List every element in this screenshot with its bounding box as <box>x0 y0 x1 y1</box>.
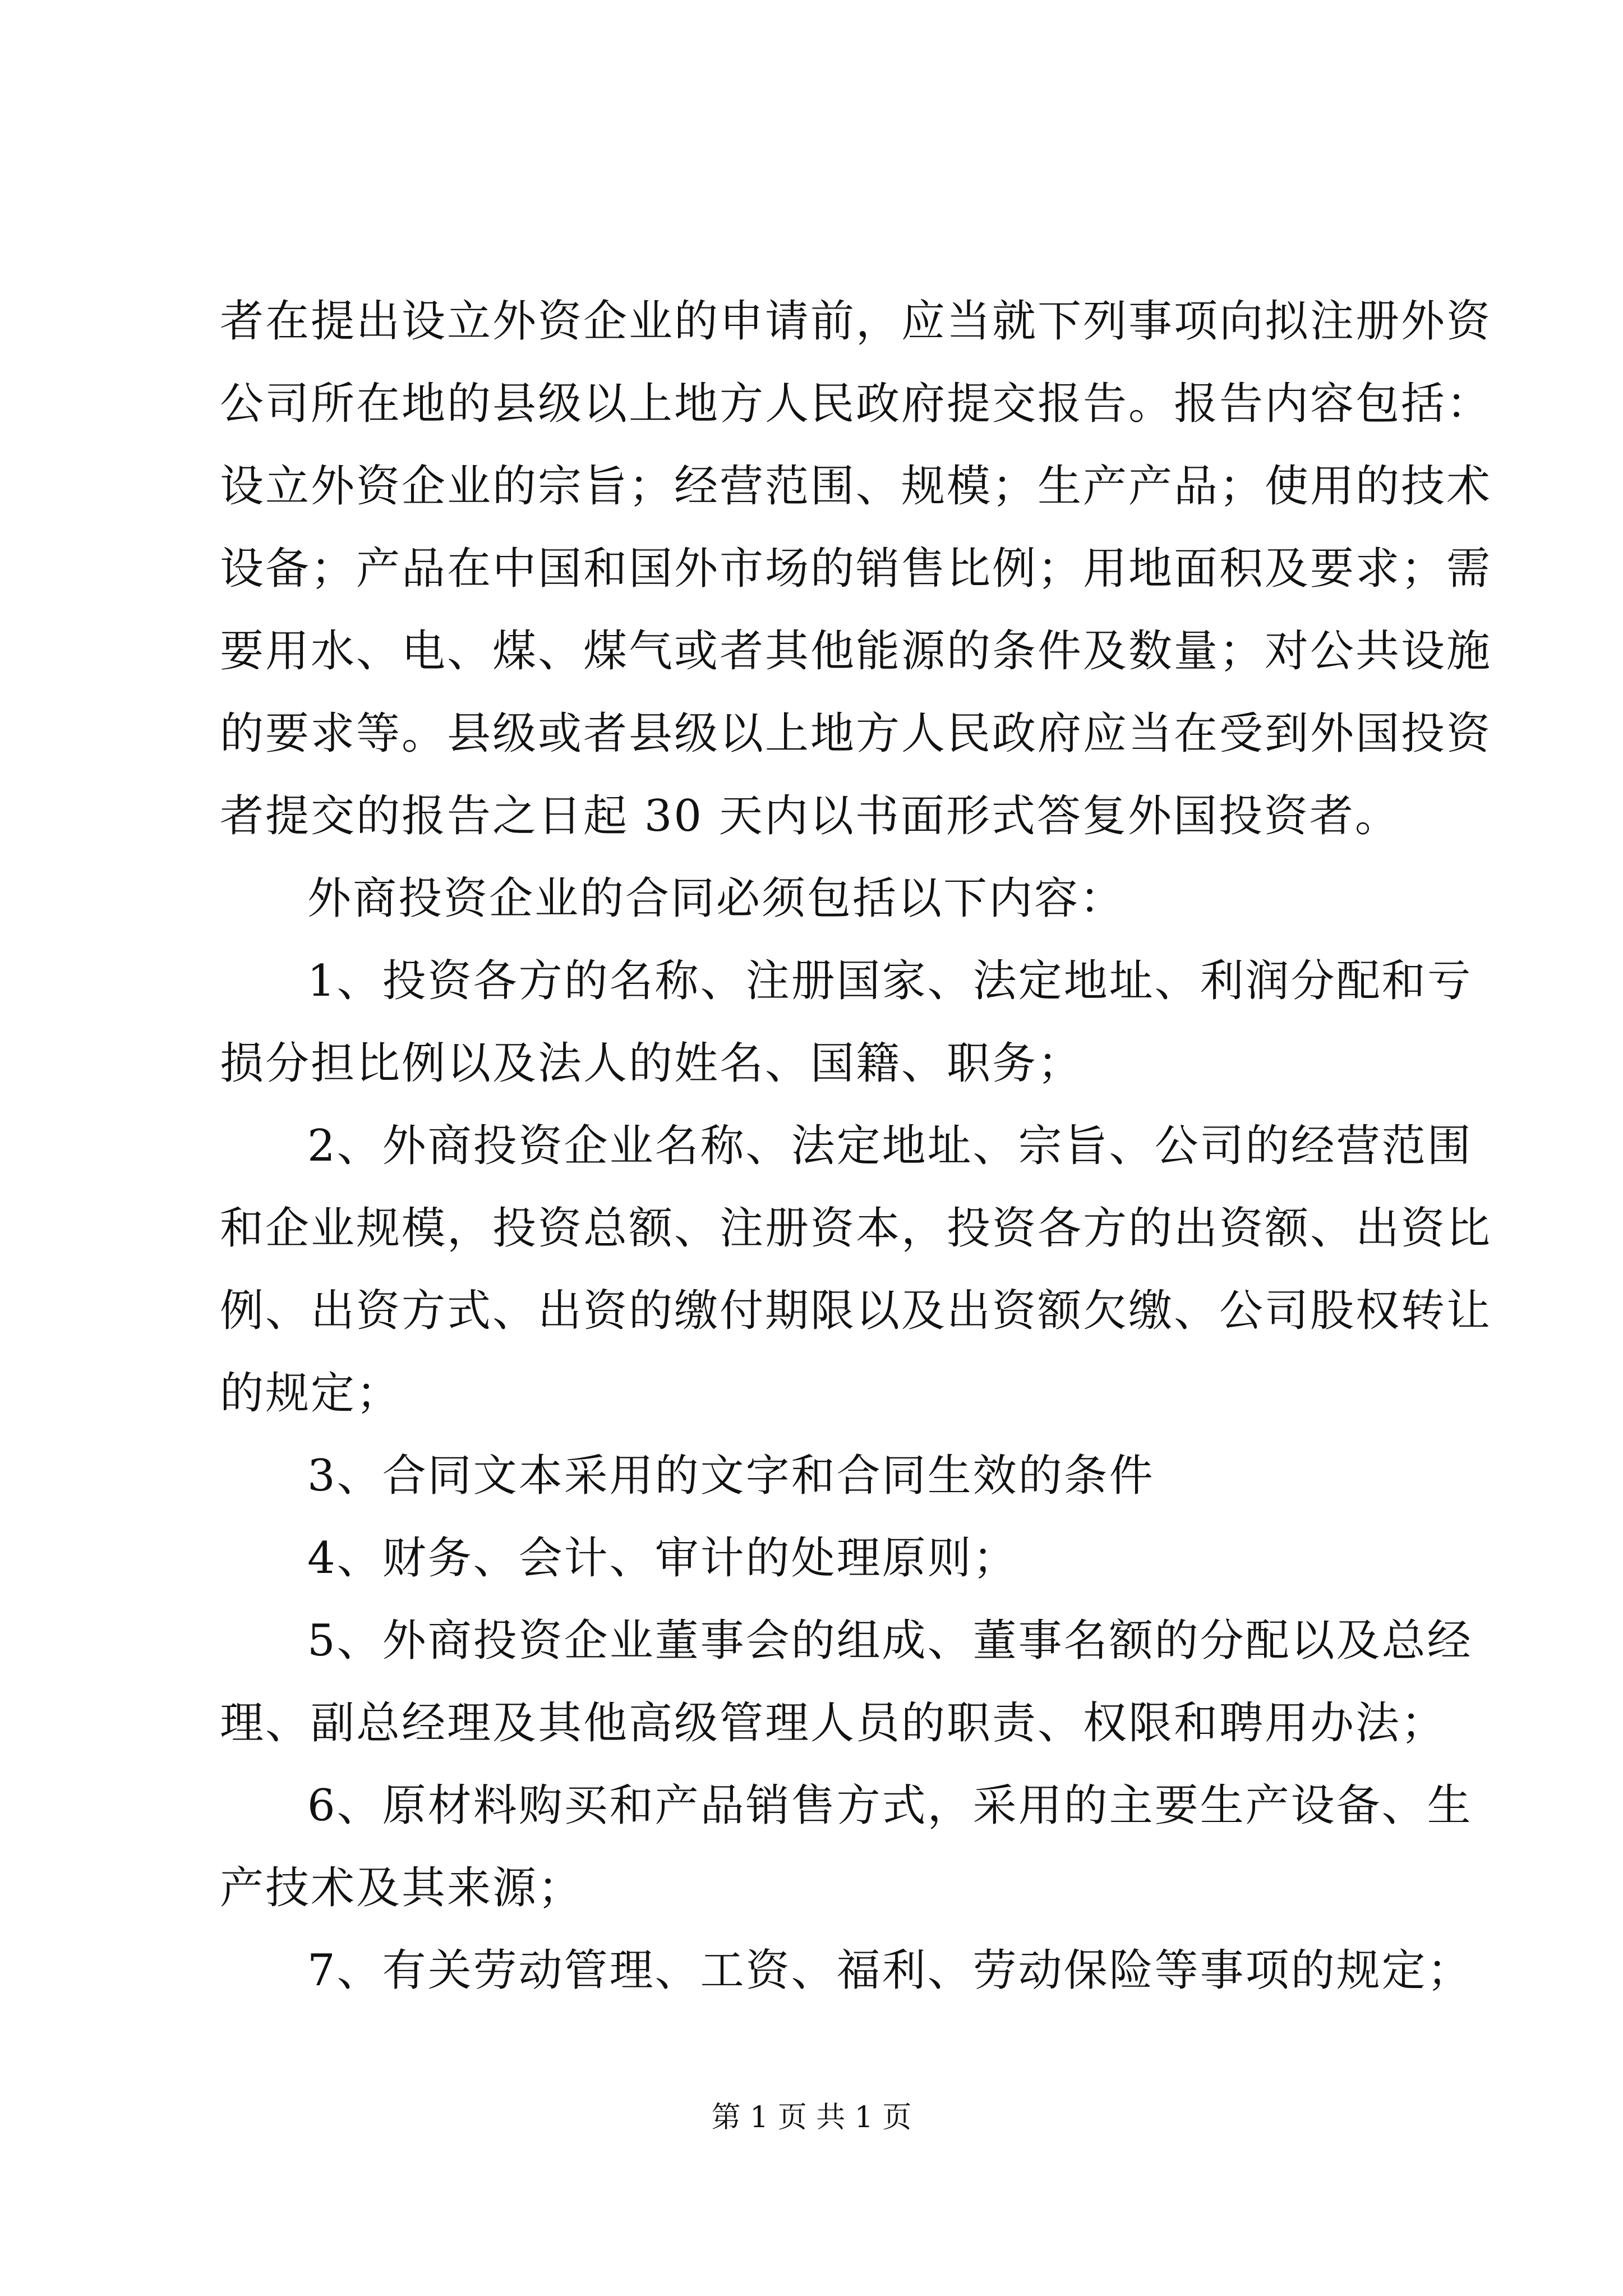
text-line-21: 7、有关劳动管理、工资、福利、劳动保险等事项的规定； <box>307 1945 1473 1996</box>
text-line-8: 外商投资企业的合同必须包括以下内容： <box>307 873 1126 924</box>
document-body <box>220 280 1492 2012</box>
text-line-17: 5、外商投资企业董事会的组成、董事名额的分配以及总经 <box>307 1616 1473 1666</box>
text-line-9: 1、投资各方的名称、注册国家、法定地址、利润分配和亏 <box>307 956 1473 1006</box>
text-line-14: 的规定； <box>220 1368 402 1419</box>
text-line-7: 者提交的报告之日起 30 天内以书面形式答复外国投资者。 <box>220 791 1400 841</box>
text-line-3: 设立外资企业的宗旨；经营范围、规模；生产产品；使用的技术 <box>220 461 1492 512</box>
text-line-13: 例、出资方式、出资的缴付期限以及出资额欠缴、公司股权转让 <box>220 1286 1492 1336</box>
page-footer <box>0 2098 1623 2137</box>
text-line-12: 和企业规模，投资总额、注册资本，投资各方的出资额、出资比 <box>220 1203 1492 1254</box>
text-line-15: 3、合同文本采用的文字和合同生效的条件 <box>307 1451 1155 1501</box>
text-line-2: 公司所在地的县级以上地方人民政府提交报告。报告内容包括： <box>220 379 1492 429</box>
text-line-11: 2、外商投资企业名称、法定地址、宗旨、公司的经营范围 <box>307 1121 1473 1171</box>
text-line-16: 4、财务、会计、审计的处理原则； <box>307 1533 1018 1584</box>
text-line-20: 产技术及其来源； <box>220 1863 584 1913</box>
text-line-4: 设备；产品在中国和国外市场的销售比例；用地面积及要求；需 <box>220 544 1492 594</box>
text-line-10: 损分担比例以及法人的姓名、国籍、职务； <box>220 1038 1083 1089</box>
text-line-5: 要用水、电、煤、煤气或者其他能源的条件及数量；对公共设施 <box>220 626 1492 677</box>
text-line-19: 6、原材料购买和产品销售方式，采用的主要生产设备、生 <box>307 1780 1473 1831</box>
text-line-1: 者在提出设立外资企业的申请前，应当就下列事项向拟注册外资 <box>220 296 1492 347</box>
text-line-18: 理、副总经理及其他高级管理人员的职责、权限和聘用办法； <box>220 1698 1447 1749</box>
page-number-label: 第 1 页 共 1 页 <box>711 2101 912 2134</box>
text-line-6: 的要求等。县级或者县级以上地方人民政府应当在受到外国投资 <box>220 708 1492 759</box>
